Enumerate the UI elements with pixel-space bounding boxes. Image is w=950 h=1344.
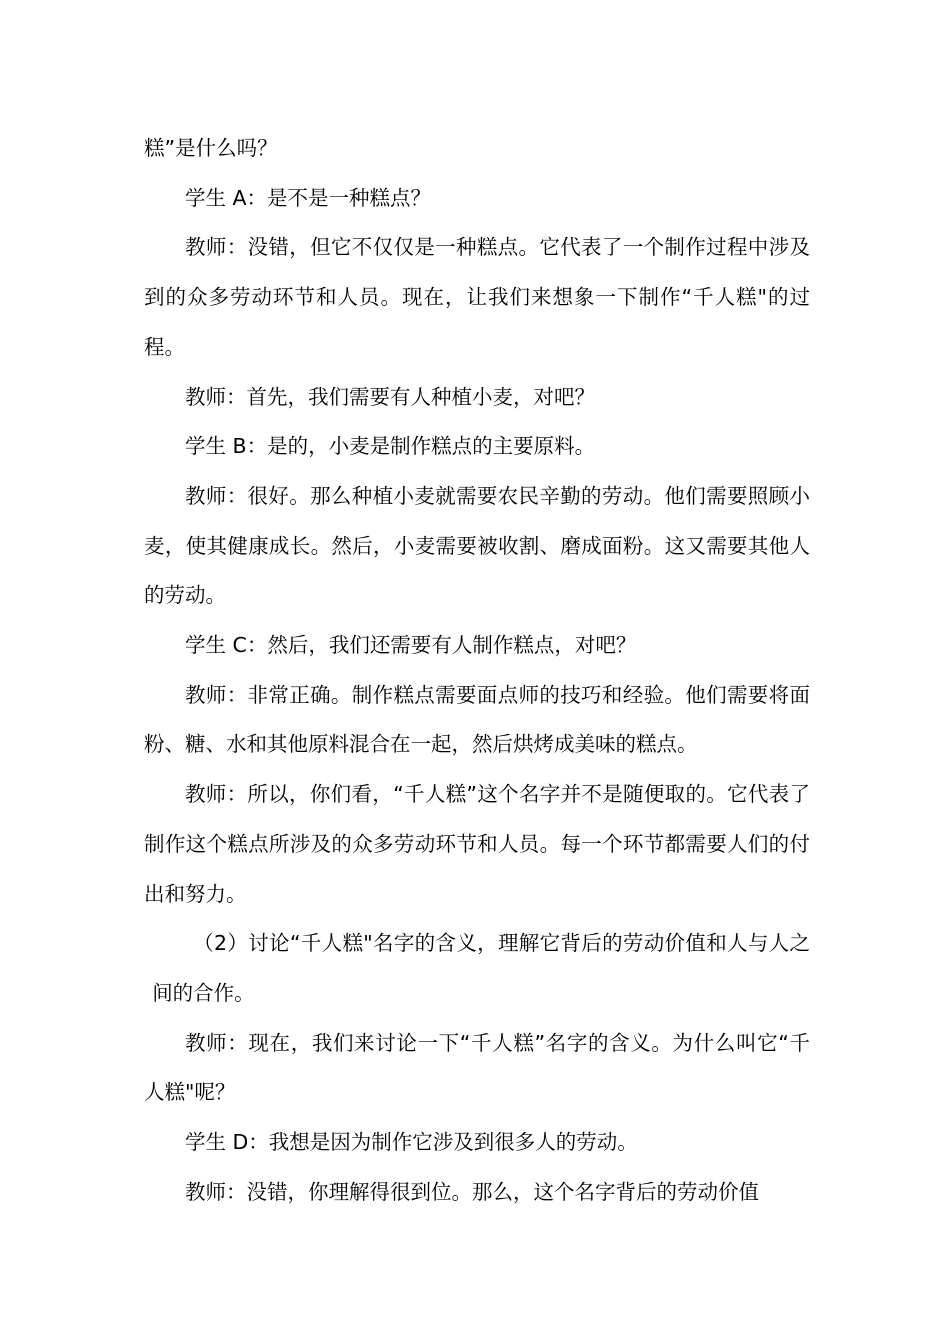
paragraph-13: 教师：没错，你理解得很到位。那么，这个名字背后的劳动价值 xyxy=(185,1179,759,1204)
paragraph-5: 学生 B：是的，小麦是制作糕点的主要原料。 xyxy=(185,434,596,459)
paragraph-10: （2）讨论“千人糕"名字的含义，理解它背后的劳动价值和人与人之间的合作。 xyxy=(152,931,810,1005)
paragraph-8: 教师：非常正确。制作糕点需要面点师的技巧和经验。他们需要将面粉、糖、水和其他原料混合在一起，然后烘烤成美味的糕点。 xyxy=(144,682,810,757)
paragraph-3: 教师：没错，但它不仅仅是一种糕点。它代表了一个制作过程中涉及到的众多劳动环节和人员。现在，让我们来想象一下制作“千人糕"的过程。 xyxy=(144,235,810,359)
paragraph-6: 教师：很好。那么种植小麦就需要农民辛勤的劳动。他们需要照顾小麦，使其健康成长。然后，小麦需要被收割、磨成面粉。这又需要其他人的劳动。 xyxy=(144,483,810,608)
paragraph-11: 教师：现在，我们来讨论一下“千人糕”名字的含义。为什么叫它“千人糕"呢？ xyxy=(144,1030,810,1105)
paragraph-7: 学生 C：然后，我们还需要有人制作糕点，对吧？ xyxy=(185,633,637,658)
paragraph-12: 学生 D：我想是因为制作它涉及到很多人的劳动。 xyxy=(185,1130,638,1155)
paragraph-2: 学生 A：是不是一种糕点？ xyxy=(185,185,432,210)
document-body xyxy=(144,124,810,1217)
paragraph-9: 教师：所以，你们看，“千人糕”这个名字并不是随便取的。它代表了制作这个糕点所涉及的众多劳动环节和人员。每一个环节都需要人们的付出和努力。 xyxy=(144,782,810,906)
paragraph-4: 教师：首先，我们需要有人种植小麦，对吧？ xyxy=(185,384,595,409)
paragraph-1: 糕”是什么吗？ xyxy=(144,136,278,160)
